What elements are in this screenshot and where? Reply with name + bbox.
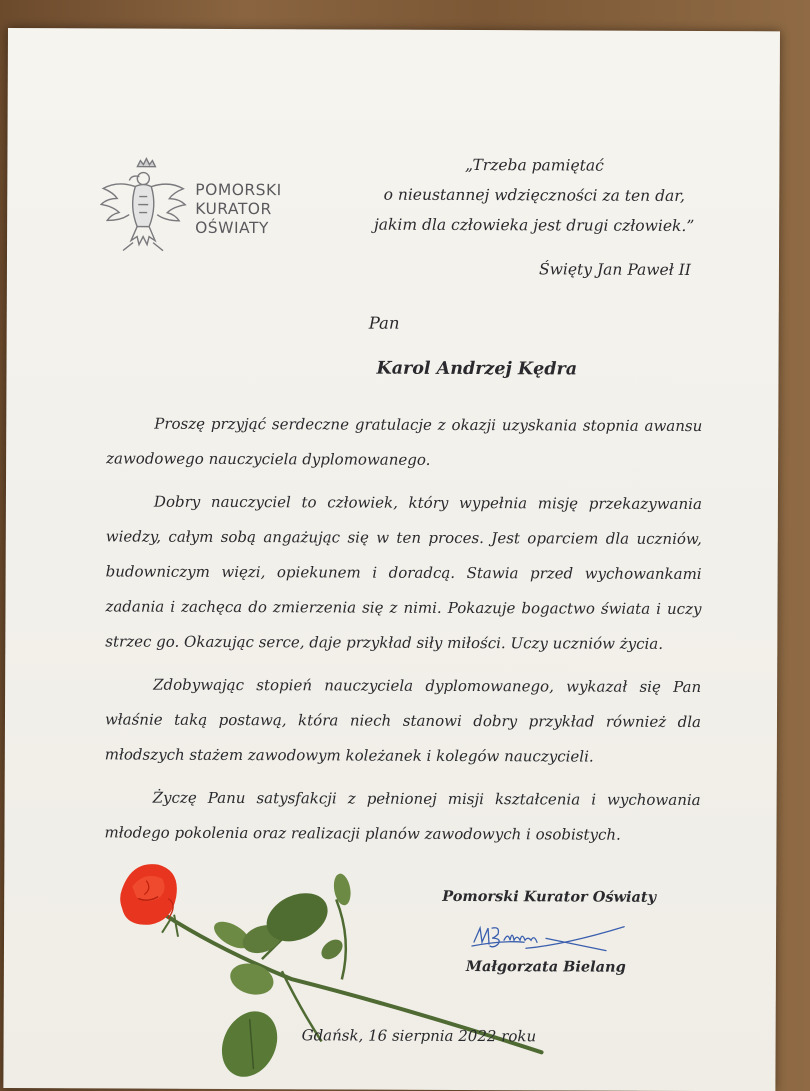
quote-block <box>359 150 709 242</box>
red-rose-icon <box>111 858 572 1080</box>
quote-line: jakim dla człowieka jest drugi człowiek.” <box>373 215 695 235</box>
institution-line: OŚWIATY <box>195 218 269 238</box>
signatory-title: Pomorski Kurator Oświaty <box>442 887 657 906</box>
salutation: Pan <box>368 313 400 333</box>
quote-line: „Trzeba pamiętać <box>464 155 604 175</box>
recipient-name: Karol Andrzej Kędra <box>376 358 578 380</box>
quote-author: Święty Jan Paweł II <box>539 260 691 279</box>
institution-line: POMORSKI <box>195 180 282 200</box>
quote-line: o nieustannej wdzięczności za ten dar, <box>383 185 685 205</box>
letter-body <box>104 406 702 861</box>
signatory-name: Małgorzata Bielang <box>465 958 626 976</box>
white-eagle-emblem-icon <box>95 156 191 258</box>
body-paragraph: Proszę przyjąć serdeczne gratulacje z okazji uzyskania stopnia awansu zawodowego nauczyciela dyplomowanego. <box>106 414 703 469</box>
body-paragraph: Dobry nauczyciel to człowiek, który wypełnia misję przekazywania wiedzy, całym sobą angażując się w ten proces. Jest oparciem dla uczniów, budowniczym więzi, opiekunem i doradcą. Stawia przed wychowankami zadania i zachęca do zmierzenia się z nimi. Pokazuje bogactwo świata i uczy strzec go. Okazując serce, daje przykład siły miłości. Uczy uczniów życia. <box>105 492 702 653</box>
letter-paper <box>3 28 780 1091</box>
institution-line: KURATOR <box>195 199 272 219</box>
date-line: Gdańsk, 16 sierpnia 2022 roku <box>301 1026 537 1046</box>
body-paragraph: Życzę Panu satysfakcji z pełnionej misji kształcenia i wychowania młodego pokolenia oraz realizacji planów zawodowych i osobistych. <box>104 788 701 844</box>
body-paragraph: Zdobywając stopień nauczyciela dyplomowanego, wykazał się Pan właśnie taką postawą, która niech stanowi dobry przykład również dla młodszych stażem zawodowym koleżanek i kolegów nauczycieli. <box>104 675 702 766</box>
institution-name <box>195 181 282 238</box>
